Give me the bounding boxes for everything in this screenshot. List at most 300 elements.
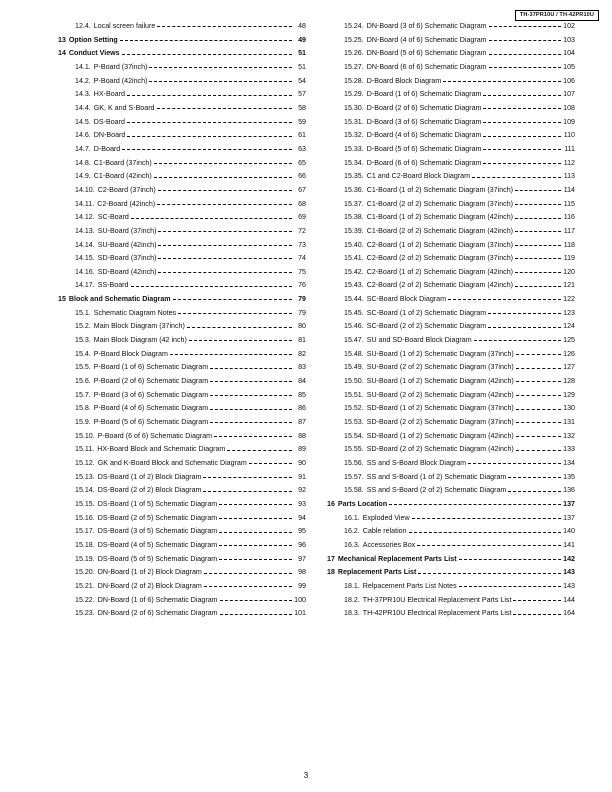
toc-entry-page: 134	[563, 459, 575, 467]
toc-subsection-entry[interactable]	[327, 484, 575, 498]
toc-entry-page: 63	[298, 144, 306, 153]
toc-entry-title: C2-Board (42inch)	[97, 199, 156, 208]
toc-entry-label	[75, 75, 147, 89]
toc-entry-number: 16.3.	[344, 540, 360, 549]
toc-subsection-entry[interactable]	[327, 539, 575, 553]
toc-subsection-entry[interactable]	[58, 129, 306, 143]
toc-leader-line	[488, 313, 561, 314]
toc-subsection-entry[interactable]	[58, 430, 306, 444]
toc-entry-title: GK and K-Board Block and Schematic Diagram	[97, 459, 247, 467]
toc-entry-number: 14.3.	[75, 90, 91, 99]
toc-subsection-entry[interactable]	[58, 402, 306, 416]
toc-subsection-entry[interactable]	[58, 594, 306, 608]
toc-entry-label	[75, 116, 125, 130]
toc-leader-line	[210, 409, 292, 410]
toc-leader-line	[468, 463, 561, 464]
toc-subsection-entry[interactable]	[58, 566, 306, 580]
toc-entry-title: DN-Board (1 of 6) Schematic Diagram	[97, 595, 218, 604]
toc-entry-title: DN-Board (3 of 6) Schematic Diagram	[366, 22, 487, 30]
toc-entry-label	[344, 594, 511, 608]
toc-entry-title: C1-Board (1 of 2) Schematic Diagram (37inch)	[366, 185, 514, 194]
toc-entry-number: 14	[58, 49, 66, 58]
toc-entry-title: SS and S-Board (2 of 2) Schematic Diagram	[366, 486, 507, 495]
toc-entry-title: C1-Board (2 of 2) Schematic Diagram (37inch)	[366, 199, 514, 208]
toc-subsection-entry[interactable]	[58, 279, 306, 293]
toc-entry-page: 99	[298, 581, 306, 590]
toc-entry-label	[344, 239, 513, 253]
toc-entry-label	[75, 279, 129, 293]
toc-entry-number: 15.13.	[75, 472, 95, 481]
toc-subsection-entry[interactable]	[58, 211, 306, 225]
toc-leader-line	[158, 258, 292, 259]
toc-entry-label	[75, 566, 202, 580]
toc-subsection-entry[interactable]	[58, 239, 306, 253]
toc-entry-label	[344, 484, 506, 498]
toc-subsection-entry[interactable]	[58, 143, 306, 157]
toc-entry-page: 74	[298, 254, 306, 263]
toc-entry-title: D-Board (4 of 6) Schematic Diagram	[366, 131, 482, 140]
toc-leader-line	[127, 122, 292, 123]
toc-entry-page: 90	[298, 459, 306, 467]
toc-entry-number: 14.9.	[75, 172, 91, 181]
toc-subsection-entry[interactable]	[58, 471, 306, 485]
toc-entry-title: Mechanical Replacement Parts List	[337, 554, 457, 563]
toc-subsection-entry[interactable]	[327, 430, 575, 444]
toc-entry-number: 14.12.	[75, 213, 95, 222]
toc-leader-line	[516, 395, 561, 396]
toc-subsection-entry[interactable]	[58, 75, 306, 89]
toc-leader-line	[489, 26, 561, 27]
toc-entry-number: 15.45.	[344, 308, 364, 317]
toc-leader-line	[443, 81, 561, 82]
toc-section-entry[interactable]	[327, 566, 575, 580]
toc-subsection-entry[interactable]	[58, 184, 306, 198]
toc-entry-number: 16.1.	[344, 513, 360, 522]
toc-subsection-entry[interactable]	[327, 143, 575, 157]
toc-entry-number: 15.40.	[344, 240, 364, 249]
toc-leader-line	[515, 286, 561, 287]
toc-subsection-entry[interactable]	[327, 457, 575, 471]
toc-subsection-entry[interactable]	[58, 484, 306, 498]
toc-entry-number: 15.3.	[75, 336, 91, 345]
toc-entry-label	[75, 129, 125, 143]
toc-entry-title: SD-Board (1 of 2) Schematic Diagram (37inch)	[366, 404, 514, 413]
toc-entry-title: SS and S-Board (1 of 2) Schematic Diagram	[366, 472, 507, 481]
toc-entry-page: 100	[294, 595, 306, 604]
toc-entry-page: 51	[298, 62, 306, 71]
toc-entry-label	[344, 402, 514, 416]
toc-entry-label	[344, 375, 514, 389]
toc-subsection-entry[interactable]	[327, 402, 575, 416]
toc-subsection-entry[interactable]	[58, 20, 306, 34]
toc-entry-title: Parts Location	[337, 499, 388, 508]
toc-leader-line	[474, 340, 561, 341]
toc-subsection-entry[interactable]	[327, 47, 575, 61]
toc-entry-number: 15.39.	[344, 226, 364, 235]
toc-entry-page: 132	[563, 431, 575, 440]
toc-subsection-entry[interactable]	[327, 225, 575, 239]
toc-leader-line	[131, 286, 293, 287]
toc-entry-title: SU-Board (42inch)	[97, 240, 157, 249]
toc-entry-number: 15.44.	[344, 295, 364, 304]
toc-subsection-entry[interactable]	[327, 170, 575, 184]
toc-entry-page: 61	[298, 131, 306, 140]
toc-leader-line	[158, 245, 292, 246]
toc-subsection-entry[interactable]	[58, 320, 306, 334]
toc-entry-number: 15.17.	[75, 527, 95, 536]
toc-subsection-entry[interactable]	[327, 525, 575, 539]
toc-entry-number: 15.1.	[75, 308, 91, 317]
toc-entry-page: 94	[298, 513, 306, 522]
toc-subsection-entry[interactable]	[327, 416, 575, 430]
toc-subsection-entry[interactable]	[58, 416, 306, 430]
toc-entry-title: TH-37PR10U Electrical Replacement Parts List	[362, 595, 512, 604]
toc-entry-number: 18.1.	[344, 581, 360, 590]
toc-subsection-entry[interactable]	[327, 34, 575, 48]
toc-subsection-entry[interactable]	[58, 116, 306, 130]
toc-subsection-entry[interactable]	[58, 198, 306, 212]
toc-entry-page: 83	[298, 363, 306, 372]
toc-entry-page: 135	[563, 472, 575, 481]
toc-entry-number: 15.31.	[344, 117, 364, 126]
toc-entry-number: 15.25.	[344, 35, 364, 44]
toc-entry-title: P-Board (6 of 6) Schematic Diagram	[97, 431, 213, 440]
toc-leader-line	[515, 258, 561, 259]
toc-leader-line	[489, 54, 561, 55]
toc-leader-line	[210, 381, 292, 382]
toc-leader-line	[489, 67, 561, 68]
toc-subsection-entry[interactable]	[58, 307, 306, 321]
toc-entry-title: DS-Board (2 of 5) Schematic Diagram	[97, 513, 218, 522]
toc-entry-label	[75, 471, 201, 485]
toc-entry-label	[75, 580, 202, 594]
toc-subsection-entry[interactable]	[58, 512, 306, 526]
toc-leader-line	[219, 532, 292, 533]
toc-entry-title: P-Board (3 of 6) Schematic Diagram	[93, 390, 209, 399]
toc-entry-label	[58, 47, 120, 61]
toc-entry-number: 15.55.	[344, 445, 364, 454]
toc-entry-page: 109	[563, 117, 575, 126]
toc-entry-label	[344, 607, 511, 621]
toc-entry-number: 15.52.	[344, 404, 364, 413]
toc-leader-line	[157, 26, 292, 27]
toc-leader-line	[459, 586, 561, 587]
toc-subsection-entry[interactable]	[58, 525, 306, 539]
toc-entry-page: 122	[563, 295, 575, 304]
page-number: 3	[303, 771, 309, 780]
toc-subsection-entry[interactable]	[58, 334, 306, 348]
toc-entry-page: 91	[298, 472, 306, 481]
toc-entry-number: 15.5.	[75, 363, 91, 372]
toc-entry-number: 15.43.	[344, 281, 364, 290]
toc-subsection-entry[interactable]	[327, 211, 575, 225]
toc-entry-number: 15.9.	[75, 418, 91, 427]
toc-entry-page: 121	[563, 281, 575, 290]
toc-subsection-entry[interactable]	[327, 116, 575, 130]
toc-leader-line	[210, 422, 292, 423]
toc-leader-line	[508, 491, 561, 492]
toc-entry-number: 15.35.	[344, 172, 364, 181]
toc-subsection-entry[interactable]	[58, 553, 306, 567]
toc-entry-number: 15.49.	[344, 363, 364, 372]
toc-entry-page: 120	[563, 267, 575, 276]
toc-entry-number: 15.18.	[75, 540, 95, 549]
toc-entry-number: 15.41.	[344, 254, 364, 263]
toc-entry-label	[344, 88, 481, 102]
toc-entry-page: 59	[298, 117, 306, 126]
toc-entry-title: DS-Board (2 of 2) Block Diagram	[97, 486, 202, 495]
toc-leader-line	[418, 573, 561, 574]
toc-entry-number: 14.10.	[75, 185, 95, 194]
toc-entry-title: Exploded View	[362, 513, 410, 522]
toc-left-column	[58, 20, 306, 621]
toc-entry-number: 15.28.	[344, 76, 364, 85]
toc-entry-label	[344, 47, 487, 61]
toc-entry-label	[327, 553, 457, 567]
toc-leader-line	[472, 177, 561, 178]
toc-entry-title: Option Setting	[68, 35, 118, 44]
toc-subsection-entry[interactable]	[327, 471, 575, 485]
toc-entry-page: 126	[563, 349, 575, 358]
toc-subsection-entry[interactable]	[327, 348, 575, 362]
toc-entry-page: 65	[298, 158, 306, 167]
toc-entry-number: 15.38.	[344, 213, 364, 222]
toc-subsection-entry[interactable]	[327, 307, 575, 321]
toc-entry-number: 15.6.	[75, 377, 91, 386]
toc-subsection-entry[interactable]	[327, 266, 575, 280]
toc-entry-title: DN-Board (6 of 6) Schematic Diagram	[366, 62, 487, 71]
toc-entry-label	[344, 457, 466, 471]
toc-entry-number: 15.30.	[344, 103, 364, 112]
toc-entry-title: SU-Board (2 of 2) Schematic Diagram (42inch)	[366, 390, 514, 399]
toc-entry-title: C2-Board (1 of 2) Schematic Diagram (42inch)	[366, 267, 514, 276]
toc-subsection-entry[interactable]	[58, 102, 306, 116]
toc-subsection-entry[interactable]	[327, 375, 575, 389]
toc-subsection-entry[interactable]	[58, 348, 306, 362]
toc-leader-line	[488, 327, 561, 328]
toc-subsection-entry[interactable]	[58, 389, 306, 403]
toc-subsection-entry[interactable]	[327, 512, 575, 526]
toc-subsection-entry[interactable]	[327, 198, 575, 212]
toc-leader-line	[157, 108, 292, 109]
toc-entry-page: 73	[298, 240, 306, 249]
toc-leader-line	[409, 532, 561, 533]
toc-subsection-entry[interactable]	[327, 580, 575, 594]
toc-entry-label	[75, 170, 152, 184]
toc-subsection-entry[interactable]	[327, 443, 575, 457]
toc-subsection-entry[interactable]	[327, 334, 575, 348]
toc-entry-label	[75, 266, 156, 280]
toc-subsection-entry[interactable]	[327, 184, 575, 198]
toc-subsection-entry[interactable]	[327, 61, 575, 75]
toc-subsection-entry[interactable]	[327, 102, 575, 116]
toc-entry-page: 131	[563, 418, 575, 427]
toc-section-entry[interactable]	[58, 34, 306, 48]
toc-subsection-entry[interactable]	[58, 61, 306, 75]
toc-leader-line	[227, 450, 292, 451]
toc-entry-label	[75, 553, 217, 567]
toc-entry-number: 13	[58, 35, 66, 44]
toc-subsection-entry[interactable]	[327, 88, 575, 102]
toc-entry-page: 115	[563, 199, 575, 208]
toc-subsection-entry[interactable]	[327, 607, 575, 621]
toc-entry-page: 143	[563, 568, 575, 577]
toc-entry-page: 106	[563, 76, 575, 85]
toc-subsection-entry[interactable]	[58, 443, 306, 457]
toc-entry-number: 14.4.	[75, 103, 91, 112]
toc-entry-number: 15.37.	[344, 199, 364, 208]
toc-subsection-entry[interactable]	[58, 607, 306, 621]
toc-entry-number: 15.12.	[75, 459, 95, 467]
toc-leader-line	[516, 409, 561, 410]
toc-entry-number: 15.24.	[344, 22, 364, 30]
toc-entry-label	[344, 430, 514, 444]
toc-entry-number: 14.15.	[75, 254, 95, 263]
toc-entry-number: 15.7.	[75, 390, 91, 399]
toc-entry-label	[344, 307, 486, 321]
toc-leader-line	[483, 163, 561, 164]
toc-leader-line	[173, 299, 292, 300]
toc-entry-page: 79	[298, 308, 306, 317]
toc-leader-line	[412, 518, 561, 519]
toc-entry-number: 14.13.	[75, 226, 95, 235]
toc-subsection-entry[interactable]	[327, 75, 575, 89]
toc-entry-label	[344, 334, 472, 348]
toc-entry-label	[344, 525, 407, 539]
toc-subsection-entry[interactable]	[58, 88, 306, 102]
toc-subsection-entry[interactable]	[327, 594, 575, 608]
toc-leader-line	[210, 368, 292, 369]
toc-subsection-entry[interactable]	[327, 239, 575, 253]
toc-subsection-entry[interactable]	[327, 20, 575, 34]
toc-subsection-entry[interactable]	[327, 361, 575, 375]
toc-subsection-entry[interactable]	[58, 580, 306, 594]
toc-leader-line	[515, 245, 561, 246]
toc-entry-label	[344, 443, 514, 457]
toc-entry-number: 15.50.	[344, 377, 364, 386]
toc-entry-title: D-Board (1 of 6) Schematic Diagram	[366, 90, 482, 99]
toc-entry-label	[75, 334, 187, 348]
toc-leader-line	[516, 436, 561, 437]
toc-section-entry[interactable]	[327, 498, 575, 512]
toc-section-entry[interactable]	[58, 293, 306, 307]
toc-leader-line	[204, 573, 292, 574]
toc-entry-label	[58, 34, 118, 48]
toc-entry-label	[75, 498, 217, 512]
toc-leader-line	[154, 163, 292, 164]
toc-entry-label	[75, 239, 156, 253]
toc-subsection-entry[interactable]	[327, 129, 575, 143]
toc-entry-label	[75, 252, 156, 266]
toc-entry-title: Replacement Parts List	[337, 568, 417, 577]
toc-entry-title: SU-Board (37inch)	[97, 226, 157, 235]
toc-leader-line	[489, 40, 561, 41]
toc-entry-page: 81	[298, 336, 306, 345]
toc-entry-number: 15.42.	[344, 267, 364, 276]
toc-subsection-entry[interactable]	[58, 539, 306, 553]
toc-section-entry[interactable]	[327, 553, 575, 567]
toc-subsection-entry[interactable]	[327, 279, 575, 293]
toc-subsection-entry[interactable]	[327, 320, 575, 334]
toc-entry-title: SS-Board	[97, 281, 129, 290]
toc-leader-line	[210, 395, 292, 396]
toc-subsection-entry[interactable]	[58, 157, 306, 171]
toc-entry-title: DS-Board (1 of 5) Schematic Diagram	[97, 499, 218, 508]
toc-subsection-entry[interactable]	[58, 170, 306, 184]
toc-entry-label	[344, 471, 506, 485]
toc-entry-title: Accessories Box	[362, 540, 416, 549]
toc-leader-line	[508, 477, 561, 478]
toc-entry-page: 58	[298, 103, 306, 112]
toc-entry-label	[75, 416, 208, 430]
toc-subsection-entry[interactable]	[58, 225, 306, 239]
toc-subsection-entry[interactable]	[327, 157, 575, 171]
toc-leader-line	[516, 368, 561, 369]
toc-entry-title: SC-Board	[97, 213, 129, 222]
toc-entry-page: 124	[563, 322, 575, 331]
toc-entry-label	[75, 102, 155, 116]
toc-entry-title: DN-Board (1 of 2) Block Diagram	[97, 568, 202, 577]
toc-leader-line	[149, 81, 292, 82]
toc-subsection-entry[interactable]	[58, 498, 306, 512]
toc-entry-title: DS-Board	[93, 117, 125, 126]
toc-leader-line	[417, 545, 561, 546]
toc-entry-title: DS-Board (3 of 5) Schematic Diagram	[97, 527, 218, 536]
toc-entry-page: 136	[563, 486, 575, 495]
toc-section-entry[interactable]	[58, 47, 306, 61]
toc-entry-page: 84	[298, 377, 306, 386]
toc-subsection-entry[interactable]	[58, 457, 306, 471]
toc-entry-page: 103	[563, 35, 575, 44]
toc-entry-page: 87	[298, 418, 306, 427]
toc-entry-number: 14.16.	[75, 267, 95, 276]
toc-entry-title: DS-Board (1 of 2) Block Diagram	[97, 472, 202, 481]
toc-entry-page: 51	[298, 49, 306, 58]
toc-entry-title: Relpacement Parts List Notes	[362, 581, 457, 590]
toc-entry-number: 15.15.	[75, 499, 95, 508]
toc-entry-number: 16	[327, 499, 335, 508]
toc-entry-page: 133	[563, 445, 575, 454]
toc-entry-page: 142	[563, 554, 575, 563]
toc-entry-title: DN-Board (2 of 6) Schematic Diagram	[97, 609, 218, 618]
toc-entry-title: Block and Schematic Diagram	[68, 295, 171, 304]
toc-entry-label	[75, 512, 217, 526]
toc-subsection-entry[interactable]	[58, 361, 306, 375]
toc-entry-page: 95	[298, 527, 306, 536]
toc-subsection-entry[interactable]	[58, 266, 306, 280]
toc-leader-line	[189, 340, 292, 341]
toc-entry-label	[344, 320, 486, 334]
toc-entry-page: 92	[298, 486, 306, 495]
toc-entry-page: 113	[563, 172, 575, 181]
toc-entry-number: 14.6.	[75, 131, 91, 140]
toc-subsection-entry[interactable]	[327, 252, 575, 266]
toc-entry-label	[75, 484, 201, 498]
toc-leader-line	[203, 477, 292, 478]
toc-subsection-entry[interactable]	[58, 375, 306, 389]
toc-subsection-entry[interactable]	[58, 252, 306, 266]
toc-subsection-entry[interactable]	[327, 293, 575, 307]
toc-entry-page: 86	[298, 404, 306, 413]
toc-entry-label	[75, 525, 217, 539]
toc-entry-number: 15	[58, 295, 66, 304]
toc-entry-page: 68	[298, 199, 306, 208]
toc-entry-number: 15.29.	[344, 90, 364, 99]
toc-entry-label	[75, 607, 218, 621]
toc-subsection-entry[interactable]	[327, 389, 575, 403]
toc-leader-line	[483, 108, 561, 109]
toc-entry-title: SC-Board (2 of 2) Schematic Diagram	[366, 322, 487, 331]
